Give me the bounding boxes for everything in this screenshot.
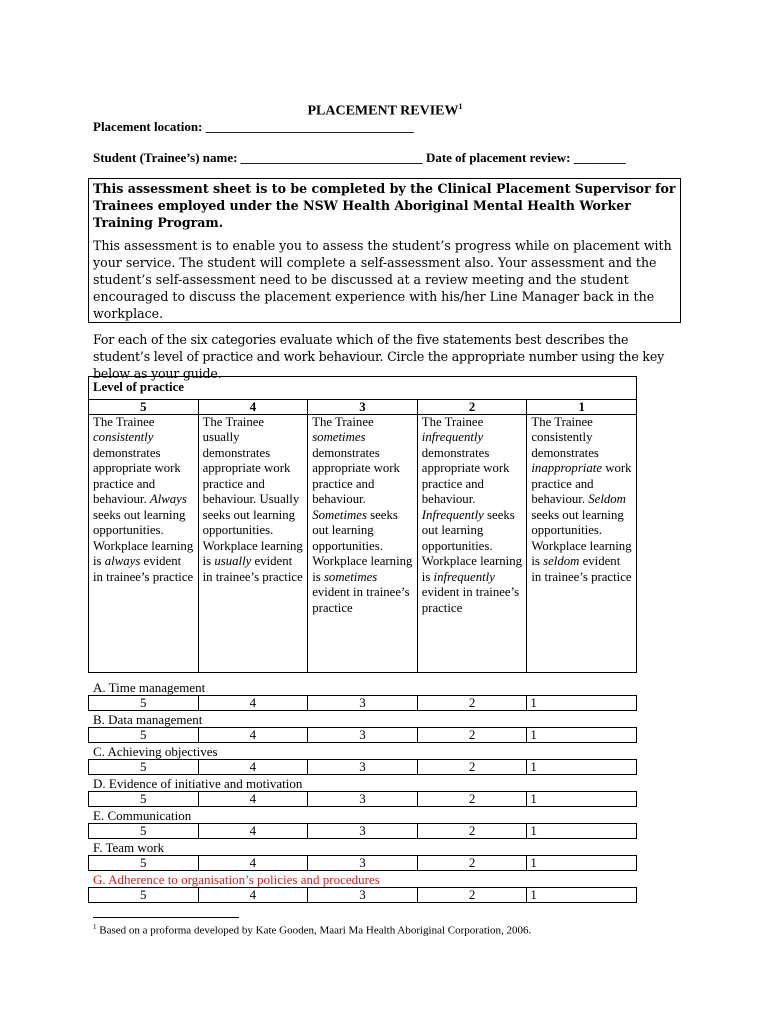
score-row bbox=[88, 855, 637, 871]
score-option[interactable]: 5 bbox=[89, 824, 199, 839]
footnote-mark: 1 bbox=[458, 102, 463, 111]
category-label: D. Evidence of initiative and motivation bbox=[93, 776, 303, 791]
level-3-description: The Trainee sometimes demonstrates appropriate work practice and behaviour. Sometimes seeks out learning opportunities. Workplace learning is sometimes evident in trainee’s practice bbox=[308, 414, 418, 672]
category-label: A. Time management bbox=[93, 680, 206, 695]
score-option[interactable]: 3 bbox=[308, 760, 418, 775]
score-option[interactable]: 5 bbox=[89, 888, 199, 903]
score-option[interactable]: 5 bbox=[89, 728, 199, 743]
score-row bbox=[88, 759, 637, 775]
score-row bbox=[88, 823, 637, 839]
intro-body-text: This assessment is to enable you to assess the student’s progress while on placement with your service. The student will complete a self-assessment also. Your assessment and the student’s self-assessment need to be discussed at a review meeting and the student encouraged to discuss the placement experience with his/her Line Manager back in the workplace. bbox=[93, 238, 672, 321]
score-option[interactable]: 1 bbox=[527, 792, 637, 807]
score-option[interactable]: 4 bbox=[198, 888, 308, 903]
score-option[interactable]: 3 bbox=[308, 856, 418, 871]
intro-box bbox=[88, 178, 681, 323]
category-label: G. Adherence to organisation’s policies and procedures bbox=[93, 872, 380, 887]
score-option[interactable]: 2 bbox=[417, 824, 527, 839]
level-2-description: The Trainee infrequently demonstrates appropriate work practice and behaviour. Infrequently seeks out learning opportunities. Workplace learning is infrequently evident in trainee’s practice bbox=[417, 414, 527, 672]
review-date-field[interactable]: Date of placement review: ________ bbox=[425, 150, 626, 165]
score-option[interactable]: 4 bbox=[198, 856, 308, 871]
score-option[interactable]: 4 bbox=[198, 824, 308, 839]
intro-bold-text: This assessment sheet is to be completed by the Clinical Placement Supervisor for Trainees employed under the NSW Health Aboriginal Mental Health Worker Training Program. bbox=[93, 181, 676, 230]
level-number: 3 bbox=[308, 399, 418, 414]
score-row bbox=[88, 727, 637, 743]
footnote: $^1$ Based on a proforma developed by Kate Gooden, Maari Ma Health Aboriginal Corporation, 2006. bbox=[93, 923, 532, 937]
score-option[interactable]: 2 bbox=[417, 792, 527, 807]
score-option[interactable]: 3 bbox=[308, 696, 418, 711]
score-option[interactable]: 2 bbox=[417, 696, 527, 711]
student-name-field[interactable]: Student (Trainee’s) name: ____________________________ bbox=[93, 150, 423, 165]
instructions: For each of the six categories evaluate which of the five statements best describes the student’s level of practice and work behaviour. Circle the appropriate number using the key below as your guide. bbox=[93, 332, 664, 381]
score-option[interactable]: 1 bbox=[527, 888, 637, 903]
level-number: 1 bbox=[527, 399, 637, 414]
score-option[interactable]: 2 bbox=[417, 760, 527, 775]
score-option[interactable]: 5 bbox=[89, 696, 199, 711]
level-number: 4 bbox=[198, 399, 308, 414]
category-label: C. Achieving objectives bbox=[93, 744, 218, 759]
level-number: 2 bbox=[417, 399, 527, 414]
score-option[interactable]: 5 bbox=[89, 760, 199, 775]
student-name-line bbox=[93, 150, 626, 166]
score-option[interactable]: 3 bbox=[308, 888, 418, 903]
placement-location-field[interactable]: Placement location: ________________________________ bbox=[93, 119, 414, 134]
footnote-divider bbox=[93, 917, 239, 918]
score-option[interactable]: 1 bbox=[527, 696, 637, 711]
level-5-description: The Trainee consistently demonstrates appropriate work practice and behaviour. Always seeks out learning opportunities. Workplace learning is always evident in trainee’s practice bbox=[89, 414, 199, 672]
category-label: F. Team work bbox=[93, 840, 165, 855]
score-option[interactable]: 4 bbox=[198, 728, 308, 743]
level-1-description: The Trainee consistently demonstrates inappropriate work practice and behaviour. Seldom seeks out learning opportunities. Workplace learning is seldom evident in trainee’s practice bbox=[527, 414, 637, 672]
level-number: 5 bbox=[89, 399, 199, 414]
score-option[interactable]: 2 bbox=[417, 856, 527, 871]
score-option[interactable]: 4 bbox=[198, 696, 308, 711]
category-label: E. Communication bbox=[93, 808, 192, 823]
score-option[interactable]: 5 bbox=[89, 792, 199, 807]
score-option[interactable]: 3 bbox=[308, 792, 418, 807]
score-option[interactable]: 1 bbox=[527, 856, 637, 871]
score-option[interactable]: 1 bbox=[527, 728, 637, 743]
score-option[interactable]: 5 bbox=[89, 856, 199, 871]
level-of-practice-key bbox=[88, 376, 637, 673]
page-title: PLACEMENT REVIEW$^1$ bbox=[307, 102, 463, 119]
score-option[interactable]: 4 bbox=[198, 760, 308, 775]
score-row bbox=[88, 791, 637, 807]
score-option[interactable]: 1 bbox=[527, 760, 637, 775]
score-option[interactable]: 4 bbox=[198, 792, 308, 807]
footnote-mark: 1 bbox=[93, 923, 97, 931]
score-option[interactable]: 3 bbox=[308, 728, 418, 743]
level-4-description: The Trainee usually demonstrates appropriate work practice and behaviour. Usually seeks out learning opportunities. Workplace learning is usually evident in trainee’s practice bbox=[198, 414, 308, 672]
score-option[interactable]: 2 bbox=[417, 888, 527, 903]
category-label: B. Data management bbox=[93, 712, 203, 727]
score-option[interactable]: 2 bbox=[417, 728, 527, 743]
score-row bbox=[88, 887, 637, 903]
score-option[interactable]: 1 bbox=[527, 824, 637, 839]
key-header: Level of practice bbox=[89, 377, 637, 400]
score-option[interactable]: 3 bbox=[308, 824, 418, 839]
score-row bbox=[88, 695, 637, 711]
